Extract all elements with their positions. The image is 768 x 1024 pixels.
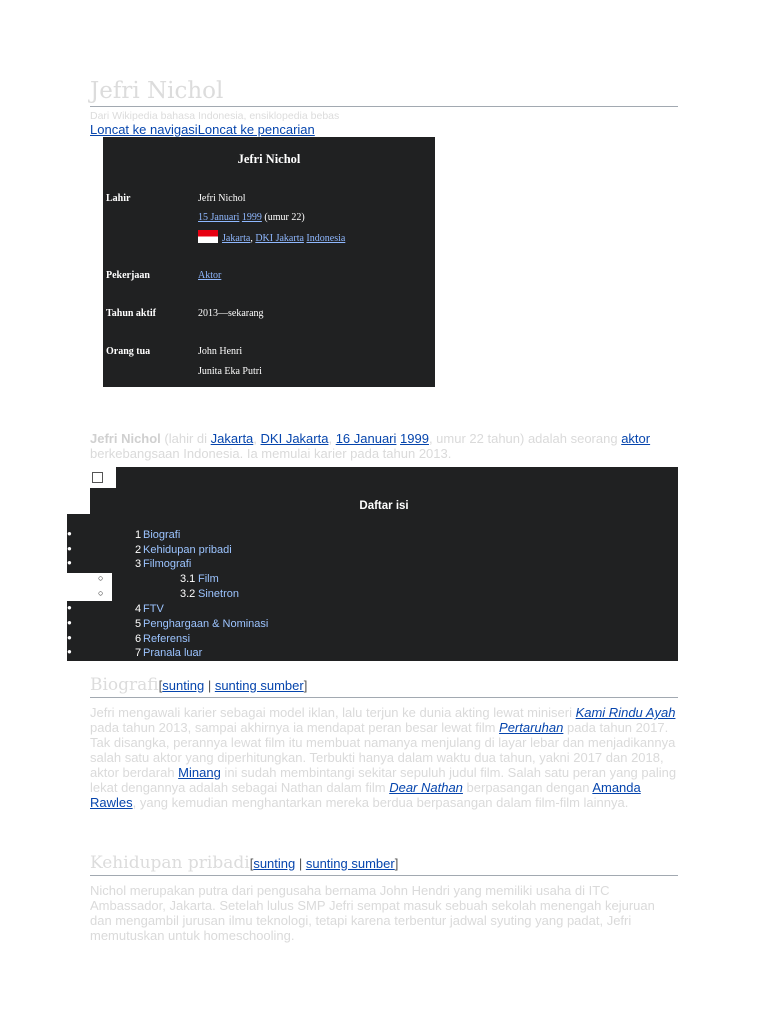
toc-link-film[interactable]: Film <box>198 573 219 585</box>
indonesia-flag-icon <box>198 230 218 243</box>
intro-text: , <box>328 431 336 446</box>
circle-bullet-icon: ○ <box>98 588 104 598</box>
toc-number: 2 <box>135 544 142 556</box>
toc-link-biografi[interactable]: Biografi <box>143 529 181 541</box>
bullet-icon: ● <box>67 529 72 538</box>
edit-source-link[interactable]: sunting sumber <box>214 678 304 693</box>
infobox-active-label: Tahun aktif <box>106 308 156 319</box>
bullet-icon: ● <box>67 618 72 627</box>
toc-toggle-checkbox[interactable] <box>92 472 103 483</box>
bio-text: pada tahun 2013, sampai akhirnya ia mendapat peran besar lewat film <box>90 720 500 735</box>
heading-text: Kehidupan pribadi <box>90 853 250 873</box>
biografi-paragraph <box>90 705 678 810</box>
toc-number: 3.2 <box>180 588 196 600</box>
infobox-parent-1: John Henri <box>198 346 243 357</box>
toc-title: Daftar isi <box>359 500 409 512</box>
edit-link[interactable]: sunting <box>162 678 205 693</box>
toc-background <box>116 467 678 488</box>
toc-sub-gap <box>67 573 112 601</box>
toc-number: 5 <box>135 618 142 630</box>
section-heading-kehidupan-pribadi <box>90 852 678 876</box>
heading-text: Biografi <box>90 675 159 695</box>
jump-to-navigation-link[interactable]: Loncat ke navigasi <box>90 122 198 137</box>
bio-text: berpasangan dengan <box>462 780 593 795</box>
minang-link[interactable]: Minang <box>178 765 221 780</box>
pertaruhan-link[interactable]: Pertaruhan <box>499 720 564 735</box>
kehidupan-pribadi-paragraph: Nichol merupakan putra dari pengusaha bernama John Hendri yang memiliki usaha di ITC Ambassador, Jakarta. Setelah lulus SMP Jefri sempat masuk sebuah sekolah menengah kejuruan dan mengambil jurusan ilmu teknologi, tetapi karena terbentur jadwal syuting yang padat, Jefri memutuskan untuk homeschooling. <box>90 883 655 943</box>
jump-links <box>90 122 315 137</box>
jakarta-link[interactable]: Jakarta <box>210 431 254 446</box>
toc-link-pranala-luar[interactable]: Pranala luar <box>143 647 203 659</box>
bio-text: ini sudah membintangi sekitar sepuluh judul film. Salah satu peran yang paling lekat dengannya adalah sebagai Nathan dalam film <box>90 765 677 795</box>
job-link[interactable]: Aktor <box>198 270 222 281</box>
intro-text: , <box>253 431 261 446</box>
toc-number: 4 <box>135 603 142 615</box>
bullet-icon: ● <box>67 633 72 642</box>
infobox-born-label: Lahir <box>106 193 131 204</box>
bracket: ] <box>394 856 399 871</box>
circle-bullet-icon: ○ <box>98 573 104 583</box>
bio-text: Jefri mengawali karier sebagai model iklan, lalu terjun ke dunia akting lewat miniseri <box>90 705 576 720</box>
intro-text: , umur 22 tahun) adalah seorang <box>428 431 622 446</box>
page-title: Jefri Nichol <box>90 78 678 107</box>
infobox-born-date <box>198 212 305 223</box>
separator: | <box>295 856 306 871</box>
born-province-link[interactable]: DKI Jakarta <box>255 233 304 244</box>
born-date-link[interactable]: 15 Januari <box>198 212 240 223</box>
toc-link-kehidupan-pribadi[interactable]: Kehidupan pribadi <box>143 544 232 556</box>
bio-text: pada tahun 2017. Tak disangka, perannya lewat film itu membuat namanya menjulang di layar lebar dan menjadikannya salah satu aktor yang diperhitungkan. Terbukti hanya dalam waktu dua tahun, yakni 2017 dan 2018, aktor berdarah <box>90 720 676 780</box>
bullet-icon: ● <box>67 558 72 567</box>
bracket: [ <box>158 678 163 693</box>
edit-link[interactable]: sunting <box>253 856 296 871</box>
toc-link-ftv[interactable]: FTV <box>143 603 164 615</box>
infobox-parents-label: Orang tua <box>106 346 151 357</box>
toc-link-referensi[interactable]: Referensi <box>143 633 191 645</box>
infobox-active: 2013—sekarang <box>198 308 264 319</box>
infobox-job <box>198 270 221 281</box>
infobox-job-label: Pekerjaan <box>106 270 150 281</box>
toc-number: 7 <box>135 647 142 659</box>
edit-links <box>159 678 308 693</box>
bullet-icon: ● <box>67 647 72 656</box>
toc-number: 1 <box>135 529 142 541</box>
bracket: ] <box>303 678 308 693</box>
infobox-parent-2: Junita Eka Putri <box>198 366 262 377</box>
kami-rindu-ayah-link[interactable]: Kami Rindu Ayah <box>575 705 676 720</box>
intro-subject: Jefri Nichol <box>90 431 161 446</box>
jump-to-search-link[interactable]: Loncat ke pencarian <box>197 122 315 137</box>
edit-source-link[interactable]: sunting sumber <box>305 856 395 871</box>
toc-number: 3.1 <box>180 573 196 585</box>
toc-number: 3 <box>135 558 142 570</box>
bullet-icon: ● <box>67 544 72 553</box>
edit-links <box>250 856 399 871</box>
intro-text: berkebangsaan Indonesia. Ia memulai karier pada tahun 2013. <box>90 446 452 461</box>
bullet-icon: ● <box>67 603 72 612</box>
toc-link-sinetron[interactable]: Sinetron <box>198 588 239 600</box>
date-link[interactable]: 16 Januari <box>335 431 397 446</box>
toc-link-penghargaan[interactable]: Penghargaan & Nominasi <box>143 618 269 630</box>
born-age: (umur 22) <box>264 212 305 223</box>
infobox-born-place: Jakarta, DKI Jakarta Indonesia <box>198 230 345 244</box>
bio-text: , yang kemudian menghantarkan mereka berdua berpasangan dalam film-film lainnya. <box>132 795 629 810</box>
dear-nathan-link[interactable]: Dear Nathan <box>389 780 463 795</box>
toc-link-filmografi[interactable]: Filmografi <box>143 558 192 570</box>
dki-jakarta-link[interactable]: DKI Jakarta <box>260 431 329 446</box>
infobox-title: Jefri Nichol <box>237 152 301 166</box>
intro-paragraph <box>90 431 680 461</box>
bracket: [ <box>249 856 254 871</box>
separator: | <box>204 678 215 693</box>
section-heading-biografi <box>90 674 678 698</box>
infobox-born-name: Jefri Nichol <box>198 193 246 204</box>
born-year-link[interactable]: 1999 <box>241 212 262 223</box>
site-tagline: Dari Wikipedia bahasa Indonesia, ensiklopedia bebas <box>90 110 340 122</box>
toc-number: 6 <box>135 633 142 645</box>
infobox <box>103 137 435 387</box>
born-city-link[interactable]: Jakarta <box>222 233 251 244</box>
intro-text: (lahir di <box>160 431 211 446</box>
aktor-link[interactable]: aktor <box>621 431 651 446</box>
amanda-rawles-link[interactable]: Amanda Rawles <box>90 780 641 810</box>
born-country-link[interactable]: Indonesia <box>306 233 346 244</box>
year-link[interactable]: 1999 <box>400 431 429 446</box>
